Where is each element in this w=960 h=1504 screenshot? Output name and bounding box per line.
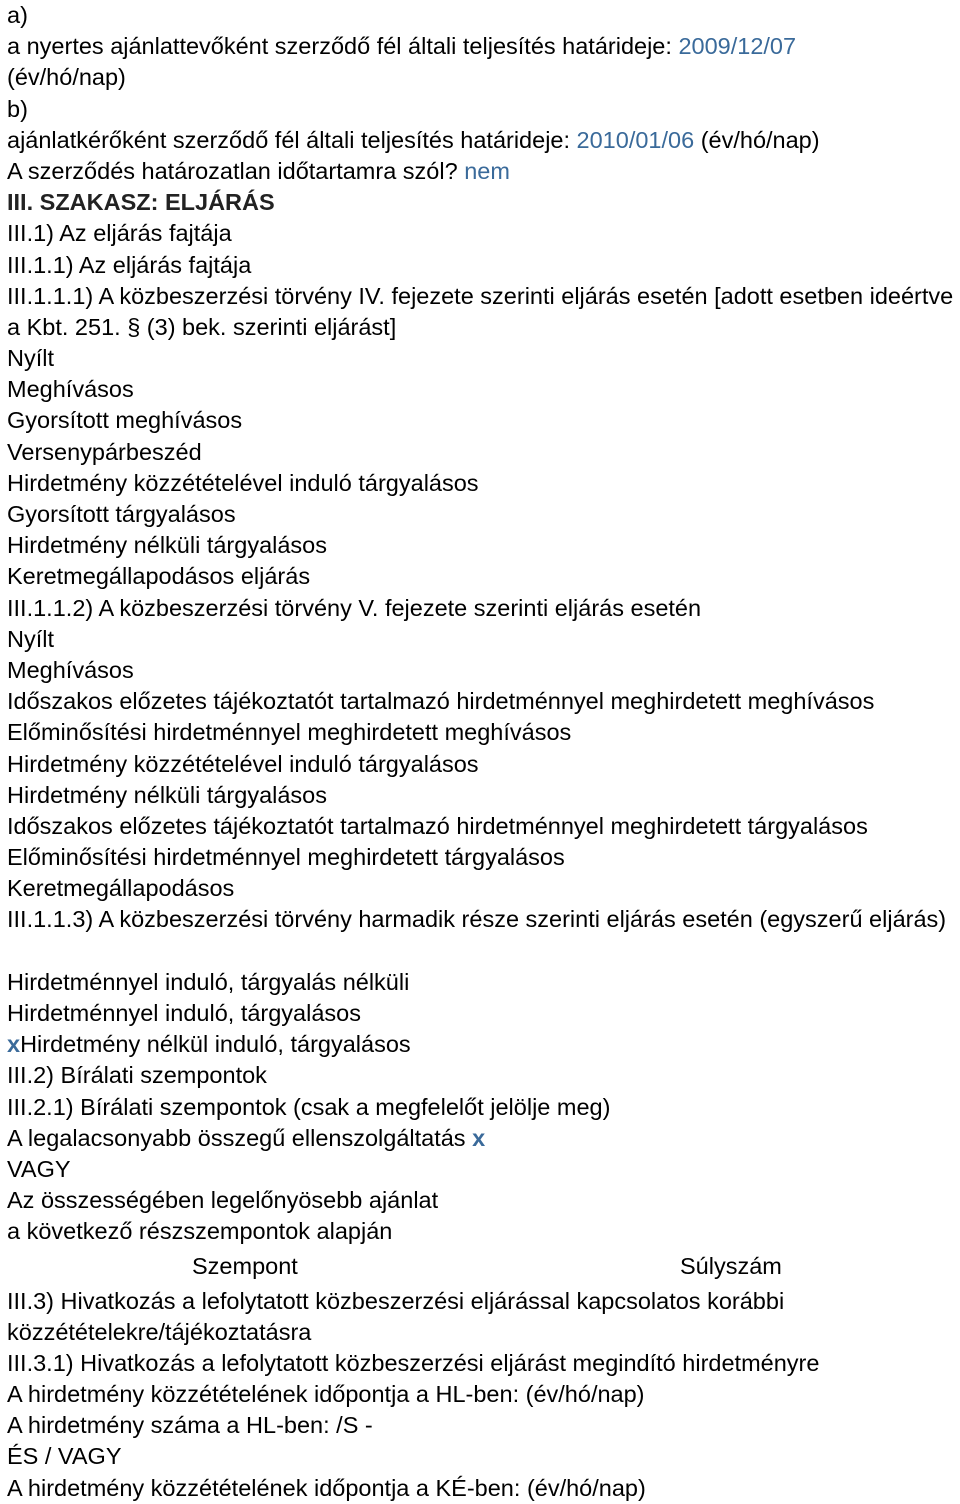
list-item: Hirdetménnyel induló, tárgyalásos bbox=[7, 1000, 361, 1027]
deadline-winner-label: a nyertes ajánlattevőként szerződő fél általi teljesítés határideje: bbox=[7, 33, 672, 60]
list-item: Gyorsított tárgyalásos bbox=[7, 501, 236, 528]
deadline-contracting bbox=[7, 125, 957, 156]
heading-3-1-1-3: III.1.1.3) A közbeszerzési törvény harmadik része szerinti eljárás esetén (egyszerű eljárás) bbox=[7, 906, 947, 933]
subcriteria-table-header bbox=[7, 1248, 957, 1286]
selected-procedure-label: Hirdetmény nélkül induló, tárgyalásos bbox=[20, 1031, 411, 1058]
selected-procedure bbox=[7, 1029, 957, 1060]
list-item: Előminősítési hirdetménnyel meghirdetett meghívásos bbox=[7, 719, 572, 746]
item-a-label: a) bbox=[7, 2, 28, 28]
list-item: Keretmegállapodásos bbox=[7, 875, 235, 902]
criterion-lowest-price-label: A legalacsonyabb összegű ellenszolgáltatás bbox=[7, 1124, 466, 1151]
ke-publication-date: A hirdetmény közzétételének időpontja a KÉ-ben: (év/hó/nap) bbox=[7, 1474, 646, 1501]
heading-3-1-1-2: III.1.1.2) A közbeszerzési törvény V. fejezete szerinti eljárás esetén bbox=[7, 594, 702, 621]
heading-3-1-1: III.1.1) Az eljárás fajtája bbox=[7, 251, 252, 278]
hl-publication-date: A hirdetmény közzétételének időpontja a HL-ben: (év/hó/nap) bbox=[7, 1381, 645, 1408]
list-item: Gyorsított meghívásos bbox=[7, 407, 243, 434]
date-format-note: (év/hó/nap) bbox=[7, 64, 126, 91]
indefinite-term-label: A szerződés határozatlan időtartamra szól? bbox=[7, 157, 458, 184]
heading-3-1-1-1: III.1.1.1) A közbeszerzési törvény IV. fejezete szerinti eljárás esetén [adott esetben ideértve a Kbt. 251. § (3) bek. szerinti eljárást] bbox=[7, 282, 954, 340]
deadline-contracting-format: (év/hó/nap) bbox=[700, 126, 820, 153]
deadline-winner-value: 2009/12/07 bbox=[678, 33, 797, 60]
list-item: Nyílt bbox=[7, 625, 54, 652]
heading-3-3-1: III.3.1) Hivatkozás a lefolytatott közbeszerzési eljárást megindító hirdetményre bbox=[7, 1349, 820, 1376]
list-item: Hirdetménnyel induló, tárgyalás nélküli bbox=[7, 968, 410, 995]
subcriteria-label: a következő részszempontok alapján bbox=[7, 1218, 393, 1245]
document-body bbox=[7, 0, 957, 1504]
hl-notice-number: A hirdetmény száma a HL-ben: /S - bbox=[7, 1412, 373, 1439]
criterion-lowest-price bbox=[7, 1123, 957, 1154]
list-item: Időszakos előzetes tájékoztatót tartalmazó hirdetménnyel meghirdetett tárgyalásos bbox=[7, 812, 868, 839]
list-item: Versenypárbeszéd bbox=[7, 438, 202, 465]
deadline-winner bbox=[7, 31, 957, 62]
heading-3-1: III.1) Az eljárás fajtája bbox=[7, 220, 232, 247]
selection-mark: x bbox=[7, 1031, 21, 1058]
list-item: Időszakos előzetes tájékoztatót tartalmazó hirdetménnyel meghirdetett meghívásos bbox=[7, 688, 875, 715]
deadline-contracting-value: 2010/01/06 bbox=[576, 126, 695, 153]
and-or-separator: ÉS / VAGY bbox=[7, 1443, 122, 1470]
selection-mark: x bbox=[472, 1124, 486, 1151]
list-item: Hirdetmény közzétételével induló tárgyalásos bbox=[7, 469, 479, 496]
list-item: Keretmegállapodásos eljárás bbox=[7, 563, 311, 590]
list-item: Előminősítési hirdetménnyel meghirdetett tárgyalásos bbox=[7, 844, 565, 871]
or-separator: VAGY bbox=[7, 1155, 71, 1182]
list-item: Meghívásos bbox=[7, 656, 134, 683]
column-header-weight: Súlyszám bbox=[680, 1252, 782, 1279]
criterion-best-value: Az összességében legelőnyösebb ajánlat bbox=[7, 1187, 439, 1214]
indefinite-term bbox=[7, 156, 957, 187]
section-title: III. SZAKASZ: ELJÁRÁS bbox=[7, 189, 275, 216]
list-item: Hirdetmény nélküli tárgyalásos bbox=[7, 781, 328, 808]
list-item: Hirdetmény közzétételével induló tárgyalásos bbox=[7, 750, 479, 777]
list-item: Hirdetmény nélküli tárgyalásos bbox=[7, 532, 328, 559]
list-item: Nyílt bbox=[7, 345, 54, 372]
heading-3-2-1: III.2.1) Bírálati szempontok (csak a megfelelőt jelölje meg) bbox=[7, 1093, 611, 1120]
indefinite-term-value: nem bbox=[464, 157, 510, 184]
item-b-label: b) bbox=[7, 95, 28, 122]
deadline-contracting-label: ajánlatkérőként szerződő fél általi teljesítés határideje: bbox=[7, 126, 571, 153]
list-item: Meghívásos bbox=[7, 376, 134, 403]
heading-3-3: III.3) Hivatkozás a lefolytatott közbeszerzési eljárással kapcsolatos korábbi közzétételekre/tájékoztatásra bbox=[7, 1287, 785, 1345]
heading-3-2: III.2) Bírálati szempontok bbox=[7, 1062, 267, 1089]
column-header-criterion: Szempont bbox=[192, 1252, 298, 1279]
